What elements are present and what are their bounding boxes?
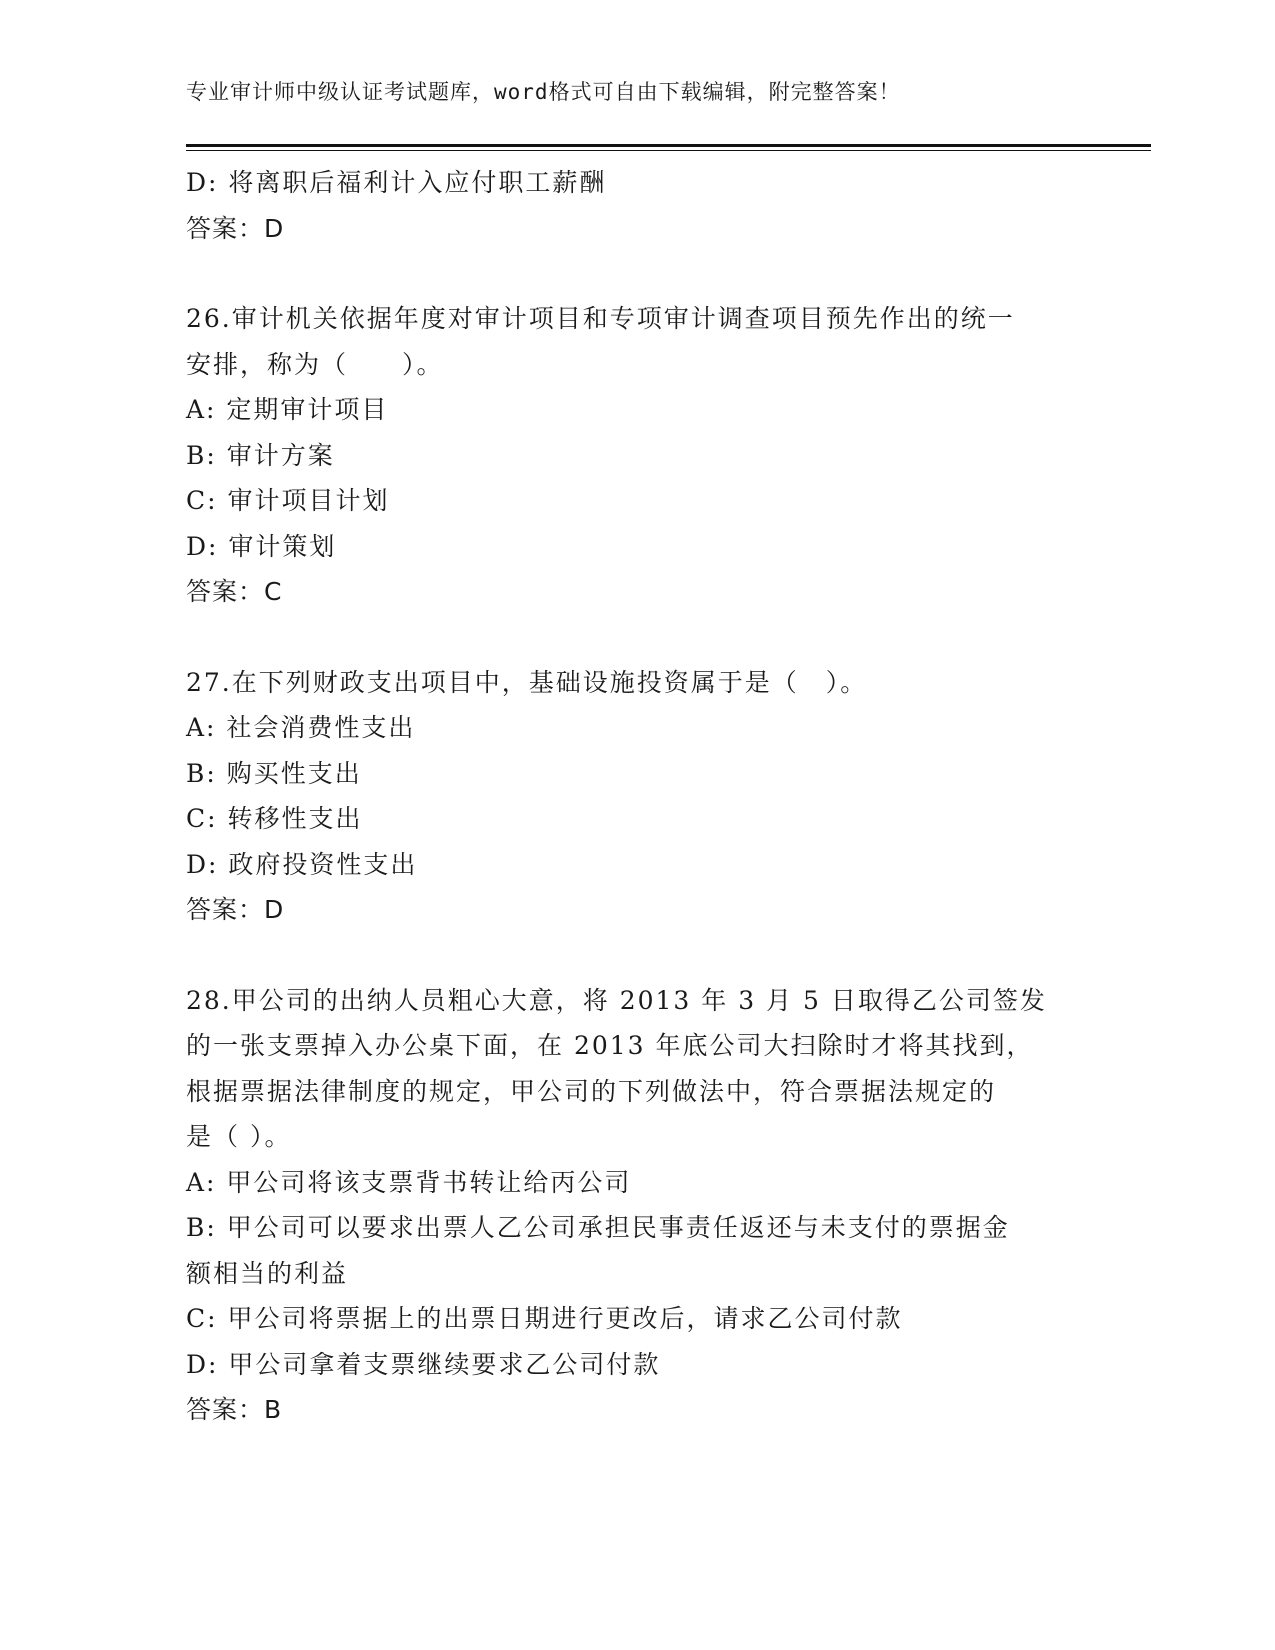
question-28 [186, 978, 1086, 1433]
question-stem: 27.在下列财政支出项目中，基础设施投资属于是（ ）。 [186, 667, 868, 697]
question-stem: 的一张支票掉入办公桌下面，在 2013 年底公司大扫除时才将其找到， [186, 1031, 1034, 1060]
option-a: A: 定期审计项目 [186, 395, 389, 424]
answer: 答案：D [186, 895, 285, 924]
option-c: C: 审计项目计划 [186, 486, 390, 515]
prev-option-d: D: 将离职后福利计入应付职工薪酬 [186, 168, 607, 197]
answer: 答案：C [186, 577, 283, 606]
question-stem: 根据票据法律制度的规定，甲公司的下列做法中，符合票据法规定的 [186, 1076, 997, 1106]
question-stem: 26.审计机关依据年度对审计项目和专项审计调查项目预先作出的统一 [186, 304, 1015, 333]
header-rule-thick [186, 144, 1151, 147]
answer: 答案：B [186, 1395, 283, 1424]
option-a: A: 社会消费性支出 [186, 713, 416, 742]
option-d: D: 甲公司拿着支票继续要求乙公司付款 [186, 1349, 661, 1379]
option-c: C: 甲公司将票据上的出票日期进行更改后，请求乙公司付款 [186, 1304, 903, 1333]
option-b: B: 购买性支出 [186, 758, 362, 788]
option-b-continued: 额相当的利益 [186, 1258, 349, 1288]
option-b: B: 审计方案 [186, 440, 335, 470]
option-d: D: 审计策划 [186, 531, 337, 561]
spacer [186, 615, 1086, 660]
option-d: D: 政府投资性支出 [186, 849, 418, 879]
spacer [186, 251, 1086, 296]
question-26 [186, 296, 1086, 615]
header-rule-thin [186, 150, 1151, 151]
question-content [186, 160, 1086, 1433]
question-stem: 28.甲公司的出纳人员粗心大意，将 2013 年 3 月 5 日取得乙公司签发 [186, 985, 1047, 1015]
question-stem: 安排，称为（ ）。 [186, 349, 444, 379]
question-27 [186, 660, 1086, 933]
option-b: B: 甲公司可以要求出票人乙公司承担民事责任返还与未支付的票据金 [186, 1213, 1010, 1242]
question-stem: 是（ ）。 [186, 1122, 292, 1151]
prev-answer: 答案：D [186, 213, 285, 243]
option-c: C: 转移性支出 [186, 804, 363, 833]
spacer [186, 933, 1086, 978]
option-a: A: 甲公司将该支票背书转让给丙公司 [186, 1167, 632, 1197]
page-header: 专业审计师中级认证考试题库，word格式可自由下载编辑，附完整答案！ [186, 80, 901, 104]
